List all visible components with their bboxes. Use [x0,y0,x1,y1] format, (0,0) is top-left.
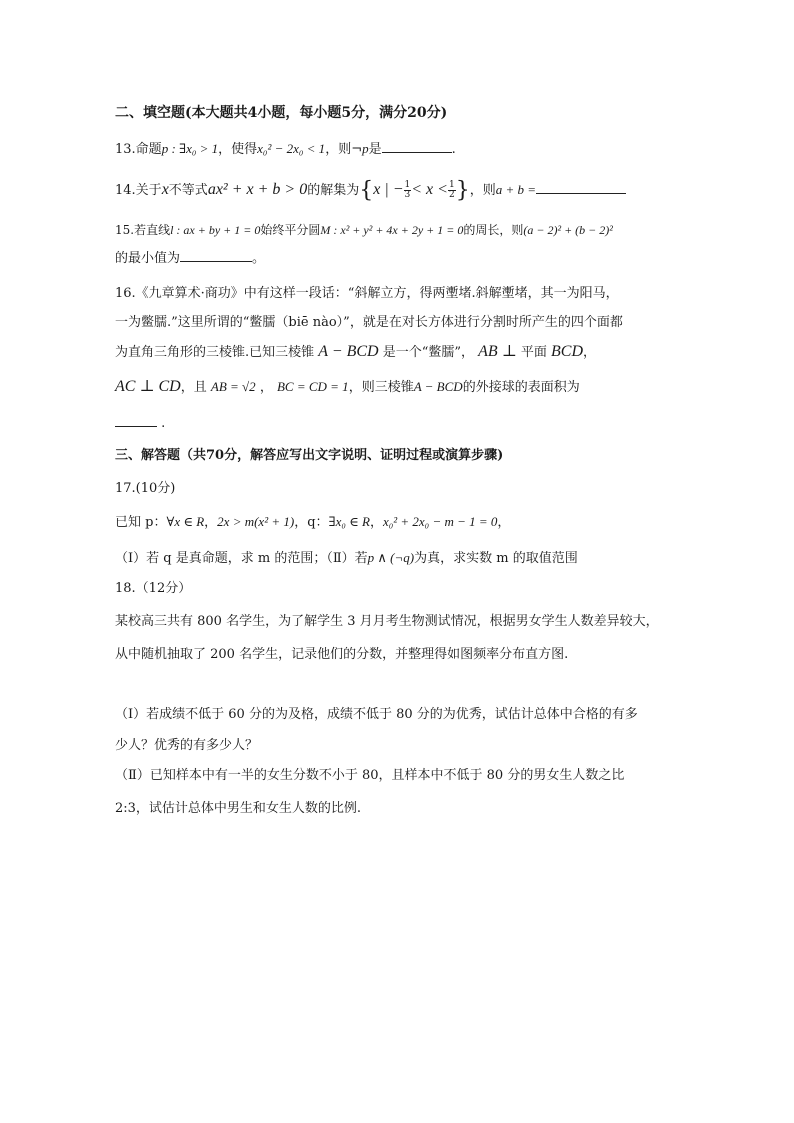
q17-exists: ∃x₀ ∈ R [328,514,370,529]
q16-ac-perp-cd: AC ⊥ CD [115,378,181,395]
q14-mid2: 的解集为 [307,183,360,198]
section-2-title: 二、填空题(本大题共4小题，每小题5分，满分20分) [115,105,448,121]
question-18-part-2-line-2: 2:3，试估计总体中男生和女生人数的比例. [115,801,362,816]
question-16-line-4 [115,378,580,397]
question-13 [115,140,456,159]
question-18-part-2-line-1: （Ⅱ）已知样本中有一半的女生分数不小于 80，且样本中不低于 80 分的男女生人数之比 [115,768,625,783]
q16-ab-length: AB = √2 [210,379,256,394]
q17-end: ， [497,515,511,530]
q16-line3-end: ， [583,345,597,360]
q14-set-mid: < x < [411,181,448,198]
q17-p-inequality: 2x > m(x² + 1) [217,514,295,529]
q15-prefix: 15.若直线 [115,223,171,237]
q16-bc-cd-length: BC = CD = 1 [276,379,349,394]
q15-line-equation: l : ax + by + 1 = 0 [170,223,261,237]
q17-line2-end: 为真，求实数 m 的取值范围 [414,551,578,566]
q14-frac2-denominator: 2 [448,190,455,200]
q16-line5-end: . [161,416,166,431]
q16-answer-blank [115,414,157,427]
q17-sep2: ， [369,515,383,530]
question-18-line-2: 从中随机抽取了 200 名学生，记录他们的分数，并整理得如图频率分布直方图. [115,647,569,662]
question-18-part-1-line-1: （Ⅰ）若成绩不低于 60 分的为及格，成绩不低于 80 分的为优秀，试估计总体中合格的有多 [115,707,638,722]
question-16-line-1: 16.《九章算术·商功》中有这样一段话：“斜解立方，得两壍堵.斜解壍堵，其一为阳马， [115,286,619,301]
q16-line3-mid: 是一个“鳖臑”， [382,345,474,360]
q14-var-x: x [161,181,169,198]
q15-line2-text: 的最小值为 [115,251,181,266]
q15-expression: (a − 2)² + (b − 2)² [523,223,613,237]
question-17-header: 17.(10分) [115,481,176,496]
q16-line4-mid2: ， [259,380,273,395]
q14-inequality: ax² + x + b > 0 [207,181,308,198]
q13-math-p: p [362,141,369,156]
q13-prefix: 13.命题 [115,142,162,157]
question-16-line-5 [115,414,165,433]
question-16-line-2: 一为鳖臑.”这里所谓的“鳖臑（biē nào）”，就是在对长方体进行分割时所产生的四个面都 [115,315,623,330]
q17-sep: ， [204,515,218,530]
q17-line2-prefix: （Ⅰ）若 q 是真命题，求 m 的范围；（Ⅱ）若 [115,551,368,566]
q14-set-open-brace: { [359,178,374,203]
section-3-title: 三、解答题（共70分，解答应写出文字说明、证明过程或演算步骤) [115,448,504,463]
question-18-part-1-line-2: 少人？优秀的有多少人？ [115,738,259,753]
q13-suffix: 是 [368,142,382,157]
q13-mid2: ，则¬ [325,142,363,157]
q14-frac1-denominator: 3 [404,190,411,200]
q16-ab-perp: AB ⊥ [478,343,517,360]
question-17-line-2 [115,549,578,568]
q13-end: . [451,142,456,157]
q14-set-body: x | − [373,181,404,198]
q15-line2-end: 。 [252,251,266,266]
q14-frac1-numerator: 1 [404,180,411,190]
q13-mid: ，使得 [218,142,258,157]
q14-fraction-one-half [448,181,456,200]
q14-ask: ，则 [469,183,496,198]
q16-line4-mid3: ，则三棱锥 [348,380,414,395]
question-18-line-1: 某校高三共有 800 名学生，为了解学生 3 月月考生物测试情况，根据男女学生人数差异较大， [115,614,659,629]
q15-answer-blank [180,249,252,262]
q16-line3-prefix: 为直角三角形的三棱锥.已知三棱锥 [115,345,315,360]
q14-mid: 不等式 [168,183,208,198]
q17-q-equation: x₀² + 2x₀ − m − 1 = 0 [382,514,498,529]
question-16-line-3 [115,343,596,362]
q16-line4-end: 的外接球的表面积为 [462,380,580,395]
q16-line4-mid: ，且 [180,380,207,395]
q14-frac2-numerator: 1 [448,180,455,190]
q15-circle-equation: M : x² + y² + 4x + 2y + 1 = 0 [320,223,464,237]
q15-mid2: 的周长，则 [463,223,524,237]
q15-mid: 始终平分圆 [260,223,321,237]
q14-set-close-brace: } [455,178,470,203]
q14-prefix: 14.关于 [115,183,162,198]
q16-tetrahedron-2: A − BCD [413,379,463,394]
q16-plane-label: 平面 [520,345,547,360]
q13-math-inequality: x₀² − 2x₀ < 1 [257,141,326,156]
question-17-line-1 [115,513,510,532]
q14-math-ask: a + b = [495,182,536,197]
question-14 [115,178,626,203]
question-15-line-2 [115,249,265,268]
q16-tetrahedron: A − BCD [318,343,379,360]
q17-forall: ∀x ∈ R [166,514,205,529]
q13-answer-blank [382,140,452,153]
q13-math-proposition: p : ∃x₀ > 1 [161,141,219,156]
q17-mid: ，q： [294,515,329,530]
question-15-line-1 [115,221,613,239]
q14-answer-blank [536,181,626,194]
q17-compound-prop: p ∧ (¬q) [367,550,415,565]
q16-plane-bcd: BCD [551,343,584,360]
question-18-header: 18.（12分） [115,581,192,596]
q17-prefix: 已知 p： [115,515,167,530]
